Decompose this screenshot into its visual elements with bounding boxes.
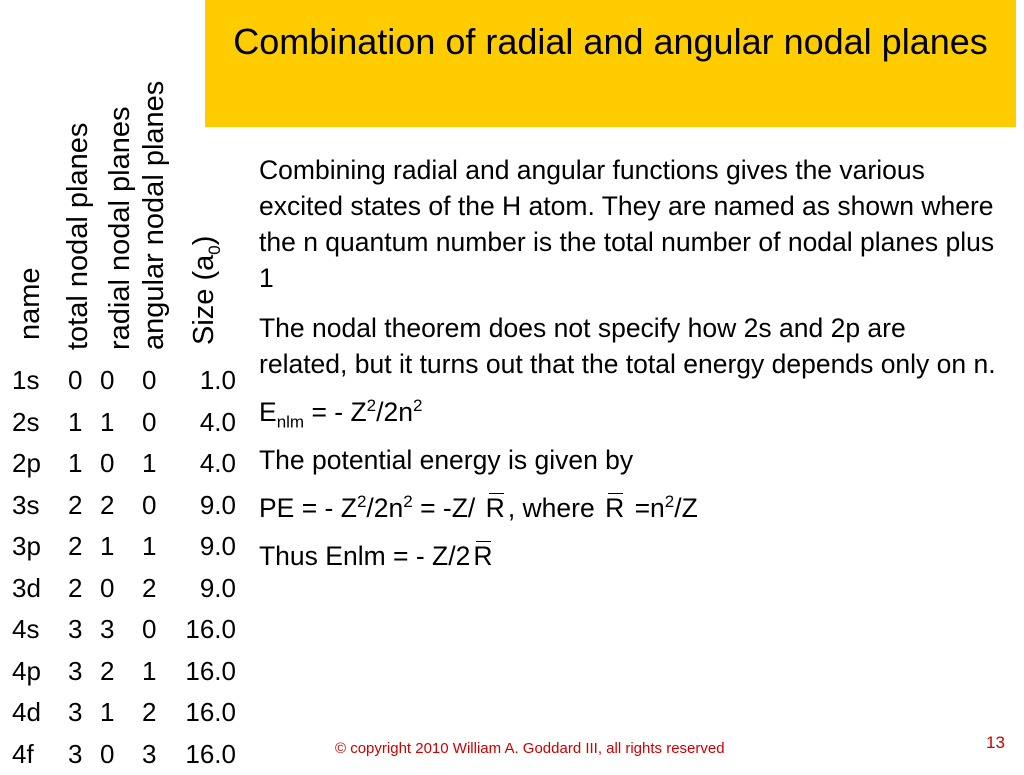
paragraph-nodal-theorem: The nodal theorem does not specify how 2s and 2p are related, but it turns out that the total energy depends only on n.: [259, 310, 999, 382]
cell-radial: 0: [100, 568, 114, 610]
cell-size: 16.0: [170, 651, 236, 693]
cell-total: 3: [68, 651, 82, 693]
cell-name: 3d: [12, 568, 41, 610]
cell-angular: 1: [142, 526, 156, 568]
cell-radial: 2: [100, 485, 114, 527]
cell-size: 9.0: [170, 485, 236, 527]
cell-radial: 3: [100, 609, 114, 651]
cell-angular: 0: [142, 402, 156, 444]
body-text: [259, 152, 1019, 574]
cell-name: 4s: [12, 609, 39, 651]
cell-total: 2: [68, 568, 82, 610]
cell-radial: 1: [100, 692, 114, 734]
cell-size: 16.0: [170, 692, 236, 734]
cell-angular: 1: [142, 651, 156, 693]
cell-angular: 0: [142, 609, 156, 651]
cell-total: 3: [68, 609, 82, 651]
cell-radial: 1: [100, 526, 114, 568]
cell-name: 2p: [12, 443, 41, 485]
header-name: name: [14, 267, 46, 340]
potential-energy-equation: PE = - $Z^2/2n^2 = -Z/$ R , where $R =n^2/Z$: [259, 490, 1019, 526]
cell-angular: 0: [142, 485, 156, 527]
cell-radial: 2: [100, 651, 114, 693]
potential-energy-intro: The potential energy is given by: [259, 442, 1019, 478]
energy-equation: $E_{nlm}$ = - $Z^2/2n^2$: [259, 394, 1019, 430]
cell-name: 1s: [12, 360, 39, 402]
header-total-nodal-planes: total nodal planes: [62, 123, 94, 350]
cell-size: 9.0: [170, 568, 236, 610]
cell-angular: 0: [142, 360, 156, 402]
cell-radial: 0: [100, 734, 114, 775]
cell-radial: 0: [100, 360, 114, 402]
cell-total: 1: [68, 443, 82, 485]
cell-total: 2: [68, 526, 82, 568]
slide-number: 13: [986, 733, 1005, 753]
title-banner: [205, 0, 1016, 127]
cell-name: 3p: [12, 526, 41, 568]
cell-size: 9.0: [170, 526, 236, 568]
cell-size: 4.0: [170, 443, 236, 485]
cell-angular: 2: [142, 692, 156, 734]
cell-size: 1.0: [170, 360, 236, 402]
cell-name: 3s: [12, 485, 39, 527]
cell-total: 2: [68, 485, 82, 527]
cell-name: 4p: [12, 651, 41, 693]
header-radial-nodal-planes: radial nodal planes: [104, 107, 136, 350]
cell-name: 4d: [12, 692, 41, 734]
cell-size: 16.0: [170, 734, 236, 775]
cell-size: 16.0: [170, 609, 236, 651]
paragraph-combining: Combining radial and angular functions gives the various excited states of the H atom. They are named as shown where the n quantum number is the total number of nodal planes plus 1: [259, 152, 1014, 296]
header-angular-nodal-planes: angular nodal planes: [138, 81, 170, 350]
cell-angular: 1: [142, 443, 156, 485]
cell-radial: 1: [100, 402, 114, 444]
cell-total: 3: [68, 734, 82, 775]
cell-total: 3: [68, 692, 82, 734]
copyright-footer: © copyright 2010 William A. Goddard III, all rights reserved: [335, 740, 725, 757]
header-size: Size $(a_0)$: [188, 236, 220, 345]
cell-name: 4f: [12, 734, 34, 775]
cell-angular: 3: [142, 734, 156, 775]
cell-total: 0: [68, 360, 82, 402]
thus-equation: Thus Enlm = - Z/2 R: [259, 538, 1019, 574]
cell-radial: 0: [100, 443, 114, 485]
cell-name: 2s: [12, 402, 39, 444]
slide-title: Combination of radial and angular nodal planes: [205, 20, 1016, 64]
cell-size: 4.0: [170, 402, 236, 444]
cell-angular: 2: [142, 568, 156, 610]
cell-total: 1: [68, 402, 82, 444]
